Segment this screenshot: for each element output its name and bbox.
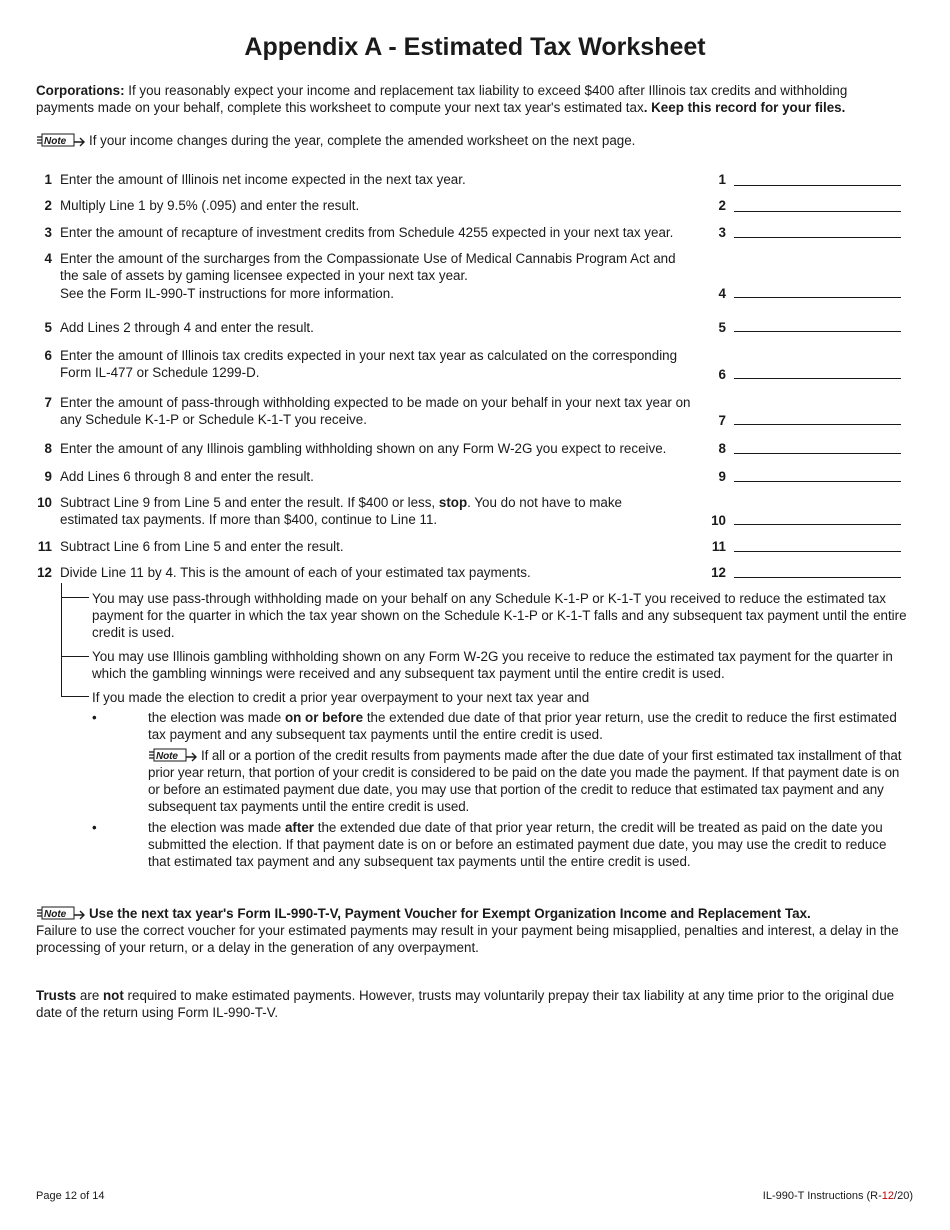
line-text: Add Lines 2 through 4 and enter the result. bbox=[60, 320, 314, 335]
answer-number: 9 bbox=[718, 469, 726, 484]
form-revision: IL-990-T Instructions (R-12/20) bbox=[762, 1190, 913, 1202]
voucher-note-text: Failure to use the correct voucher for your estimated payments may result in your payment being misapplied, penalties and interest, a delay in the processing of your return, or a delay in the generation of any overpayment. bbox=[36, 923, 899, 955]
note-1 bbox=[36, 132, 906, 149]
answer-number: 1 bbox=[718, 172, 726, 187]
answer-number: 10 bbox=[711, 513, 726, 528]
answer-number: 5 bbox=[718, 320, 726, 335]
line-text: Multiply Line 1 by 9.5% (.095) and enter the result. bbox=[60, 198, 360, 213]
answer-field[interactable] bbox=[734, 297, 901, 298]
line-number: 12 bbox=[37, 565, 52, 580]
bracket-line bbox=[61, 583, 62, 697]
answer-number: 2 bbox=[718, 198, 726, 213]
bracket-tick bbox=[61, 696, 89, 697]
line-text: Subtract Line 6 from Line 5 and enter the result. bbox=[60, 539, 344, 554]
intro-emphasis: . Keep this record for your files. bbox=[643, 100, 846, 115]
answer-field[interactable] bbox=[734, 237, 901, 238]
note-icon bbox=[36, 133, 86, 147]
line-number: 7 bbox=[44, 395, 52, 410]
note-icon-label: Note bbox=[44, 909, 67, 920]
sub-note-gambling: You may use Illinois gambling withholding shown on any Form W-2G you receive to reduce the estimated tax payment for the quarter in which the gambling winnings were received and any subsequent tax payment until the entire credit is used. bbox=[92, 649, 893, 681]
answer-number: 7 bbox=[718, 413, 726, 428]
line-number: 1 bbox=[44, 172, 52, 187]
bullet: • bbox=[92, 820, 97, 835]
line-text: Enter the amount of any Illinois gambling withholding shown on any Form W-2G you expect to receive. bbox=[60, 441, 667, 456]
line-text: Subtract Line 9 from Line 5 and enter the result. If $400 or less, stop. You do not have to make estimated tax payments. If more than $400, continue to Line 11. bbox=[60, 495, 622, 527]
answer-field[interactable] bbox=[734, 378, 901, 379]
page-number: Page 12 of 14 bbox=[36, 1190, 105, 1202]
answer-field[interactable] bbox=[734, 551, 901, 552]
line-number: 10 bbox=[37, 495, 52, 510]
answer-field[interactable] bbox=[734, 524, 901, 525]
answer-number: 8 bbox=[718, 441, 726, 456]
sub-note-election: If you made the election to credit a prior year overpayment to your next tax year and bbox=[92, 690, 590, 705]
line-number: 6 bbox=[44, 348, 52, 363]
bracket-tick bbox=[61, 597, 89, 598]
line-text: Add Lines 6 through 8 and enter the result. bbox=[60, 469, 314, 484]
note-icon bbox=[36, 906, 86, 920]
line-number: 2 bbox=[44, 198, 52, 213]
line-number: 3 bbox=[44, 225, 52, 240]
page-title: Appendix A - Estimated Tax Worksheet bbox=[244, 33, 706, 61]
intro-label: Corporations: bbox=[36, 83, 125, 98]
answer-number: 3 bbox=[718, 225, 726, 240]
answer-field[interactable] bbox=[734, 577, 901, 578]
line-text: Divide Line 11 by 4. This is the amount of each of your estimated tax payments. bbox=[60, 565, 531, 580]
line-text: Enter the amount of the surcharges from the Compassionate Use of Medical Cannabis Program Act and the sale of assets by gaming licensee expected in your next tax year. bbox=[60, 251, 676, 283]
note-icon-label: Note bbox=[44, 136, 67, 147]
note-icon bbox=[148, 748, 198, 762]
bullet-note: Note If all or a portion of the credit results from payments made after the due date of your first estimated tax installment of that prior year return, that portion of your credit is considered to be paid on the date you made the payment. If that payment date is on or before an estimated payment due date, you may use that portion of the credit to reduce that estimated tax payment and any subsequent tax payments until the entire credit is used. bbox=[148, 748, 902, 814]
answer-number: 11 bbox=[711, 539, 726, 554]
answer-field[interactable] bbox=[734, 453, 901, 454]
bullet: • bbox=[92, 710, 97, 725]
answer-field[interactable] bbox=[734, 481, 901, 482]
voucher-note-heading: Use the next tax year's Form IL-990-T-V, Payment Voucher for Exempt Organization Income and Replacement Tax. bbox=[89, 906, 811, 921]
line-text: Enter the amount of recapture of investment credits from Schedule 4255 expected in your next tax year. bbox=[60, 225, 674, 240]
trusts-paragraph: Trusts are not required to make estimated payments. However, trusts may voluntarily prepay their tax liability at any time prior to the original due date of the return using Form IL-990-T-V. bbox=[36, 988, 895, 1020]
voucher-note bbox=[36, 905, 906, 956]
intro-text: If you reasonably expect your income and replacement tax liability to exceed $400 after Illinois tax credits and withholding payments made on your behalf, complete this worksheet to compute your next tax year's estimated tax bbox=[36, 83, 848, 115]
line-text: Enter the amount of Illinois net income expected in the next tax year. bbox=[60, 172, 466, 187]
answer-field[interactable] bbox=[734, 331, 901, 332]
line-text-continued: See the Form IL-990-T instructions for more information. bbox=[60, 286, 394, 301]
answer-field[interactable] bbox=[734, 185, 901, 186]
sub-note-pass-through: You may use pass-through withholding made on your behalf on any Schedule K-1-P or K-1-T you received to reduce the estimated tax payment for the quarter in which the tax year shown on the Schedule K-1-P or K-1-T falls and any subsequent tax payment until the entire credit is used. bbox=[92, 591, 907, 640]
answer-number: 6 bbox=[718, 367, 726, 382]
answer-field[interactable] bbox=[734, 424, 901, 425]
answer-number: 12 bbox=[711, 565, 726, 580]
line-number: 9 bbox=[44, 469, 52, 484]
answer-field[interactable] bbox=[734, 211, 901, 212]
intro-paragraph bbox=[36, 82, 906, 116]
note-icon-label: Note bbox=[156, 751, 178, 762]
answer-number: 4 bbox=[718, 286, 726, 301]
line-number: 4 bbox=[44, 251, 52, 266]
bullet-after: the election was made after the extended due date of that prior year return, the credit will be treated as paid on the date you submitted the election. If that payment date is on or before an estimated payment due date, you may use the credit to reduce that estimated tax payment and any subsequent tax payments until the entire credit is used. bbox=[148, 820, 887, 869]
bullet-on-or-before: the election was made on or before the extended due date of that prior year return, use the credit to reduce the first estimated tax payment and any subsequent tax payments until the entire credit is used. bbox=[148, 710, 897, 742]
note-1-text: If your income changes during the year, complete the amended worksheet on the next page. bbox=[89, 133, 636, 148]
bracket-tick bbox=[61, 656, 89, 657]
line-number: 5 bbox=[44, 320, 52, 335]
line-number: 11 bbox=[37, 539, 52, 554]
line-number: 8 bbox=[44, 441, 52, 456]
line-text: Enter the amount of pass-through withholding expected to be made on your behalf in your next tax year on any Schedule K-1-P or Schedule K-1-T you receive. bbox=[60, 395, 691, 427]
line-text: Enter the amount of Illinois tax credits expected in your next tax year as calculated on the corresponding Form IL-477 or Schedule 1299-D. bbox=[60, 348, 678, 380]
